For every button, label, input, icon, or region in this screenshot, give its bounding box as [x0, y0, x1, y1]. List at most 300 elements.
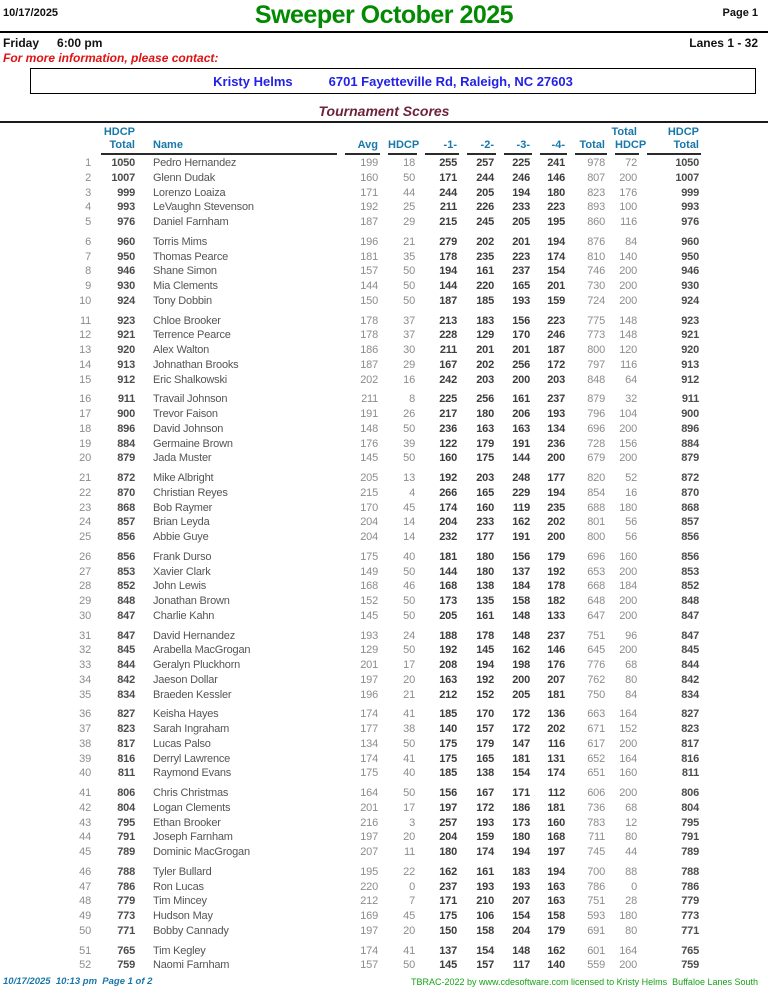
cell-game-2: 163 — [476, 422, 494, 435]
cell-game-3: 237 — [512, 265, 530, 278]
cell-total-hdcp: 116 — [620, 216, 637, 228]
cell-game-2: 170 — [476, 708, 494, 721]
cell-game-2: 180 — [476, 565, 494, 578]
cell-game-1: 228 — [439, 329, 457, 342]
cell-game-4: 116 — [547, 737, 565, 750]
cell-name: Eric Shalkowski — [153, 373, 228, 386]
cell-hdcp: 20 — [403, 673, 415, 686]
cell-hdcp-total-right: 848 — [681, 595, 699, 607]
cell-rank: 37 — [79, 723, 91, 735]
cell-rank: 46 — [79, 865, 91, 878]
cell-hdcp-total-right: 856 — [681, 531, 699, 543]
cell-game-3: 194 — [512, 846, 530, 858]
cell-rank: 42 — [79, 801, 91, 814]
cell-hdcp-total: 1050 — [111, 157, 135, 169]
cell-hdcp: 30 — [403, 344, 415, 356]
cell-hdcp: 3 — [409, 816, 415, 829]
cell-game-3: 170 — [512, 329, 530, 342]
cell-avg: 148 — [360, 422, 378, 435]
cell-name: Charlie Kahn — [153, 609, 215, 622]
header-hdcp-total: HDCP Total — [93, 126, 137, 155]
cell-game-2: 159 — [476, 831, 494, 844]
cell-avg: 176 — [360, 437, 378, 450]
cell-avg: 145 — [360, 452, 378, 465]
cell-game-4: 174 — [547, 250, 565, 263]
cell-game-2: 175 — [476, 452, 494, 465]
cell-game-1: 162 — [439, 865, 457, 878]
table-row — [30, 737, 768, 752]
cell-hdcp: 17 — [403, 801, 415, 814]
cell-total-hdcp: 200 — [619, 452, 637, 465]
cell-hdcp-total: 848 — [117, 595, 135, 607]
cell-game-2: 106 — [476, 910, 494, 922]
cell-avg: 201 — [360, 801, 378, 814]
cell-game-4: 194 — [547, 865, 565, 878]
table-row — [30, 373, 768, 388]
cell-hdcp-total-right: 853 — [681, 565, 699, 578]
cell-game-1: 156 — [439, 787, 457, 799]
cell-hdcp-total: 896 — [117, 422, 135, 435]
cell-hdcp-total-right: 946 — [681, 265, 699, 278]
cell-hdcp: 50 — [403, 280, 415, 292]
cell-total-hdcp: 44 — [625, 846, 637, 858]
cell-avg: 197 — [360, 924, 378, 937]
cell-name: Jaeson Dollar — [153, 673, 218, 686]
cell-game-1: 137 — [439, 944, 457, 957]
cell-name: Jonathan Brown — [153, 595, 230, 607]
cell-game-1: 188 — [439, 629, 457, 642]
cell-avg: 174 — [360, 708, 378, 721]
cell-total: 724 — [587, 294, 605, 307]
cell-hdcp: 17 — [403, 659, 415, 671]
cell-rank: 4 — [85, 201, 91, 214]
cell-game-1: 163 — [439, 673, 457, 686]
table-row — [30, 422, 768, 437]
cell-game-2: 192 — [476, 673, 494, 686]
cell-hdcp-total: 950 — [117, 250, 135, 263]
cell-hdcp: 45 — [403, 501, 415, 514]
cell-hdcp: 13 — [403, 472, 415, 484]
cell-hdcp: 29 — [403, 358, 415, 371]
cell-total-hdcp: 160 — [619, 550, 637, 563]
cell-name: Naomi Farnham — [153, 959, 230, 972]
cell-avg: 174 — [360, 752, 378, 765]
cell-game-2: 165 — [476, 752, 494, 765]
cell-total-hdcp: 104 — [619, 408, 637, 420]
cell-hdcp: 8 — [409, 393, 415, 406]
cell-game-4: 133 — [547, 609, 565, 622]
cell-game-1: 171 — [439, 171, 457, 184]
cell-game-4: 207 — [547, 673, 565, 686]
cell-total: 820 — [587, 472, 605, 484]
cell-hdcp-total-right: 827 — [681, 708, 699, 721]
cell-avg: 150 — [360, 294, 378, 307]
cell-game-4: 241 — [547, 157, 565, 169]
report-date: 10/17/2025 — [3, 7, 59, 19]
cell-total-hdcp: 200 — [619, 280, 637, 292]
cell-game-4: 163 — [547, 895, 565, 908]
cell-name: Dominic MacGrogan — [153, 846, 250, 858]
cell-game-2: 165 — [476, 486, 494, 499]
cell-rank: 22 — [79, 486, 91, 499]
cell-total: 691 — [587, 924, 605, 937]
lanes-label: Lanes 1 - 32 — [689, 36, 758, 50]
table-row — [30, 609, 768, 624]
cell-hdcp-total: 911 — [117, 393, 135, 406]
cell-hdcp-total: 924 — [117, 294, 135, 307]
header-game-4: -4- — [532, 139, 567, 155]
cell-hdcp-total-right: 811 — [681, 767, 699, 780]
cell-game-2: 193 — [476, 880, 494, 893]
cell-game-2: 244 — [476, 171, 494, 184]
cell-total-hdcp: 96 — [625, 629, 637, 642]
cell-hdcp-total: 921 — [117, 329, 135, 342]
cell-avg: 204 — [360, 531, 378, 543]
cell-name: Torris Mims — [153, 235, 208, 248]
cell-total: 776 — [587, 659, 605, 671]
cell-rank: 13 — [79, 344, 91, 356]
cell-game-1: 150 — [439, 924, 457, 937]
cell-avg: 129 — [360, 644, 378, 657]
cell-hdcp-total-right: 911 — [681, 393, 699, 406]
cell-game-3: 137 — [512, 565, 530, 578]
session-row — [0, 33, 768, 50]
cell-hdcp-total-right: 999 — [681, 186, 699, 199]
cell-total-hdcp: 176 — [619, 186, 637, 199]
cell-avg: 175 — [360, 550, 378, 563]
table-row — [30, 830, 768, 845]
cell-game-4: 223 — [547, 314, 565, 327]
cell-game-1: 187 — [439, 294, 457, 307]
cell-game-1: 237 — [439, 880, 457, 893]
cell-game-1: 174 — [439, 501, 457, 514]
cell-game-3: 200 — [512, 373, 530, 386]
cell-hdcp-total-right: 856 — [681, 550, 699, 563]
cell-name: Joseph Farnham — [153, 831, 233, 844]
cell-avg: 216 — [360, 816, 378, 829]
cell-name: Tim Kegley — [153, 944, 206, 957]
cell-total-hdcp: 200 — [619, 294, 637, 307]
cell-name: LeVaughn Stevenson — [153, 201, 254, 214]
table-row — [30, 294, 768, 309]
cell-game-3: 223 — [512, 250, 530, 263]
cell-game-2: 138 — [476, 767, 494, 780]
cell-rank: 44 — [79, 831, 91, 844]
cell-game-1: 215 — [439, 216, 457, 228]
cell-total: 800 — [587, 531, 605, 543]
cell-game-1: 242 — [439, 373, 457, 386]
cell-game-2: 138 — [476, 580, 494, 593]
cell-game-4: 202 — [547, 516, 565, 529]
cell-hdcp: 40 — [403, 550, 415, 563]
cell-total-hdcp: 164 — [619, 752, 637, 765]
cell-game-3: 204 — [512, 924, 530, 937]
table-row — [30, 515, 768, 530]
contact-address: 6701 Fayetteville Rd, Raleigh, NC 27603 — [328, 73, 573, 89]
cell-game-3: 198 — [512, 659, 530, 671]
contact-name: Kristy Helms — [213, 73, 293, 89]
cell-hdcp: 21 — [403, 235, 415, 248]
cell-total-hdcp: 184 — [619, 580, 637, 593]
cell-name: Pedro Hernandez — [153, 157, 237, 169]
table-row — [30, 550, 768, 565]
cell-hdcp-total-right: 993 — [681, 201, 699, 214]
cell-game-1: 279 — [439, 235, 457, 248]
cell-hdcp-total-right: 847 — [681, 609, 699, 622]
cell-total-hdcp: 88 — [625, 865, 637, 878]
table-header — [30, 126, 768, 155]
cell-total: 647 — [587, 609, 605, 622]
cell-rank: 43 — [79, 816, 91, 829]
cell-avg: 175 — [360, 767, 378, 780]
cell-game-4: 194 — [547, 486, 565, 499]
cell-hdcp-total-right: 816 — [681, 752, 699, 765]
cell-game-3: 144 — [512, 452, 530, 465]
cell-game-2: 167 — [476, 787, 494, 799]
cell-game-2: 129 — [476, 329, 494, 342]
table-row — [30, 643, 768, 658]
cell-total-hdcp: 56 — [625, 516, 637, 529]
table-row — [30, 200, 768, 215]
cell-game-3: 229 — [512, 486, 530, 499]
cell-hdcp-total-right: 950 — [681, 250, 699, 263]
cell-game-1: 168 — [439, 580, 457, 593]
cell-hdcp: 50 — [403, 265, 415, 278]
table-row — [30, 688, 768, 703]
cell-rank: 16 — [79, 393, 91, 406]
cell-game-3: 163 — [512, 422, 530, 435]
cell-game-4: 162 — [547, 944, 565, 957]
cell-total-hdcp: 200 — [619, 737, 637, 750]
header-game-3: -3- — [496, 139, 532, 155]
cell-game-3: 162 — [512, 516, 530, 529]
cell-total: 648 — [587, 595, 605, 607]
cell-game-3: 207 — [512, 895, 530, 908]
cell-total-hdcp: 68 — [625, 659, 637, 671]
header-hdcp: HDCP — [380, 139, 417, 155]
cell-total: 762 — [587, 673, 605, 686]
cell-game-2: 177 — [476, 531, 494, 543]
cell-hdcp: 50 — [403, 787, 415, 799]
table-row — [30, 924, 768, 939]
cell-game-4: 202 — [547, 723, 565, 735]
cell-total: 711 — [588, 831, 605, 844]
cell-rank: 33 — [79, 659, 91, 671]
cell-hdcp-total-right: 921 — [681, 329, 699, 342]
table-row — [30, 594, 768, 609]
table-row — [30, 530, 768, 545]
cell-hdcp-total: 853 — [117, 565, 135, 578]
cell-game-4: 195 — [547, 216, 565, 228]
cell-total-hdcp: 28 — [625, 895, 637, 908]
cell-game-4: 172 — [547, 358, 565, 371]
session-time: 6:00 pm — [57, 36, 103, 50]
cell-game-1: 192 — [439, 472, 457, 484]
cell-hdcp-total: 771 — [117, 924, 135, 937]
cell-hdcp-total: 811 — [117, 767, 135, 780]
cell-total: 645 — [587, 644, 605, 657]
cell-hdcp-total-right: 1050 — [675, 157, 699, 169]
cell-name: Terrence Pearce — [153, 329, 231, 342]
cell-hdcp-total: 856 — [117, 550, 135, 563]
cell-rank: 50 — [79, 924, 91, 937]
cell-hdcp-total-right: 842 — [681, 673, 699, 686]
cell-rank: 14 — [79, 358, 91, 371]
cell-total-hdcp: 80 — [625, 924, 637, 937]
cell-hdcp-total: 930 — [117, 280, 135, 292]
cell-total-hdcp: 164 — [619, 944, 637, 957]
cell-total-hdcp: 100 — [619, 201, 637, 214]
table-row — [30, 437, 768, 452]
cell-total: 854 — [587, 486, 605, 499]
cell-hdcp-total: 923 — [117, 314, 135, 327]
cell-hdcp: 50 — [403, 565, 415, 578]
cell-total: 796 — [587, 408, 605, 420]
cell-avg: 199 — [360, 157, 378, 169]
cell-avg: 196 — [360, 688, 378, 701]
cell-game-3: 154 — [512, 767, 530, 780]
cell-game-2: 152 — [476, 688, 494, 701]
cell-name: Germaine Brown — [153, 437, 233, 450]
cell-rank: 9 — [85, 280, 91, 292]
cell-hdcp: 14 — [403, 516, 415, 529]
cell-rank: 36 — [79, 708, 91, 721]
cell-game-2: 226 — [476, 201, 494, 214]
cell-game-2: 256 — [476, 393, 494, 406]
cell-game-3: 148 — [512, 944, 530, 957]
cell-rank: 40 — [79, 767, 91, 780]
cell-name: Chloe Brooker — [153, 314, 221, 327]
cell-hdcp-total: 856 — [117, 531, 135, 543]
cell-hdcp: 50 — [403, 595, 415, 607]
cell-rank: 30 — [79, 609, 91, 622]
cell-hdcp-total-right: 773 — [681, 910, 699, 922]
cell-hdcp: 44 — [403, 186, 415, 199]
cell-game-4: 174 — [547, 767, 565, 780]
table-row — [30, 451, 768, 466]
cell-hdcp: 40 — [403, 767, 415, 780]
cell-game-2: 154 — [476, 944, 494, 957]
cell-game-3: 171 — [512, 787, 530, 799]
cell-game-4: 159 — [547, 294, 565, 307]
cell-game-2: 135 — [476, 595, 494, 607]
cell-hdcp-total-right: 765 — [681, 944, 699, 957]
table-row — [30, 156, 768, 171]
cell-game-3: 205 — [512, 688, 530, 701]
header-total-hdcp: Total HDCP — [607, 126, 639, 155]
cell-total: 807 — [587, 171, 605, 184]
cell-game-4: 180 — [547, 186, 565, 199]
cell-rank: 34 — [79, 673, 91, 686]
cell-game-4: 237 — [547, 393, 565, 406]
cell-hdcp-total: 872 — [117, 472, 135, 484]
cell-game-1: 160 — [439, 452, 457, 465]
table-row — [30, 816, 768, 831]
cell-total: 696 — [587, 422, 605, 435]
cell-hdcp-total: 1007 — [111, 171, 135, 184]
cell-hdcp-total-right: 779 — [681, 895, 699, 908]
cell-hdcp: 16 — [403, 373, 415, 386]
cell-name: Tim Mincey — [153, 895, 207, 908]
cell-game-3: 193 — [512, 880, 530, 893]
cell-hdcp-total: 765 — [117, 944, 135, 957]
cell-hdcp: 41 — [403, 944, 415, 957]
cell-rank: 31 — [79, 629, 91, 642]
cell-hdcp-total-right: 930 — [681, 280, 699, 292]
cell-rank: 19 — [79, 437, 91, 450]
cell-total-hdcp: 16 — [625, 486, 637, 499]
cell-hdcp: 37 — [403, 314, 415, 327]
cell-total-hdcp: 200 — [619, 609, 637, 622]
cell-rank: 47 — [79, 880, 91, 893]
cell-hdcp-total-right: 857 — [681, 516, 699, 529]
cell-avg: 192 — [360, 201, 378, 214]
cell-avg: 152 — [360, 595, 378, 607]
cell-hdcp-total-right: 804 — [681, 801, 699, 814]
cell-total: 797 — [587, 358, 605, 371]
cell-hdcp-total: 993 — [117, 201, 135, 214]
cell-avg: 181 — [360, 250, 378, 263]
cell-game-2: 174 — [476, 846, 494, 858]
cell-game-3: 183 — [512, 865, 530, 878]
cell-hdcp-total-right: 884 — [681, 437, 699, 450]
cell-hdcp-total-right: 844 — [681, 659, 699, 671]
cell-game-1: 144 — [439, 280, 457, 292]
cell-total: 876 — [587, 235, 605, 248]
cell-game-1: 197 — [439, 801, 457, 814]
table-row — [30, 328, 768, 343]
cell-game-2: 257 — [476, 157, 494, 169]
cell-game-4: 178 — [547, 580, 565, 593]
cell-hdcp: 24 — [403, 629, 415, 642]
cell-hdcp-total-right: 868 — [681, 501, 699, 514]
cell-avg: 193 — [360, 629, 378, 642]
cell-total-hdcp: 0 — [631, 880, 637, 893]
cell-game-3: 148 — [512, 629, 530, 642]
cell-total: 751 — [587, 629, 605, 642]
cell-hdcp-total-right: 788 — [681, 865, 699, 878]
cell-game-4: 203 — [547, 373, 565, 386]
table-row — [30, 358, 768, 373]
cell-hdcp-total: 816 — [117, 752, 135, 765]
table-row — [30, 658, 768, 673]
cell-avg: 177 — [360, 723, 378, 735]
cell-hdcp-total-right: 823 — [681, 723, 699, 735]
cell-hdcp-total-right: 923 — [681, 314, 699, 327]
cell-game-1: 212 — [439, 688, 457, 701]
cell-hdcp-total: 845 — [117, 644, 135, 657]
cell-game-4: 194 — [547, 235, 565, 248]
cell-game-1: 255 — [439, 157, 457, 169]
table-body — [30, 156, 768, 973]
cell-game-4: 181 — [547, 801, 565, 814]
cell-hdcp-total: 844 — [117, 659, 135, 671]
cell-game-2: 233 — [476, 516, 494, 529]
table-row — [30, 264, 768, 279]
table-row — [30, 766, 768, 781]
cell-hdcp-total-right: 852 — [681, 580, 699, 593]
table-row — [30, 486, 768, 501]
cell-game-3: 246 — [512, 171, 530, 184]
cell-name: David Hernandez — [153, 629, 235, 642]
cell-rank: 17 — [79, 408, 91, 420]
cell-hdcp-total-right: 789 — [681, 846, 699, 858]
cell-hdcp-total: 842 — [117, 673, 135, 686]
table-row — [30, 579, 768, 594]
cell-total: 801 — [587, 516, 605, 529]
cell-avg: 196 — [360, 235, 378, 248]
cell-hdcp: 50 — [403, 452, 415, 465]
